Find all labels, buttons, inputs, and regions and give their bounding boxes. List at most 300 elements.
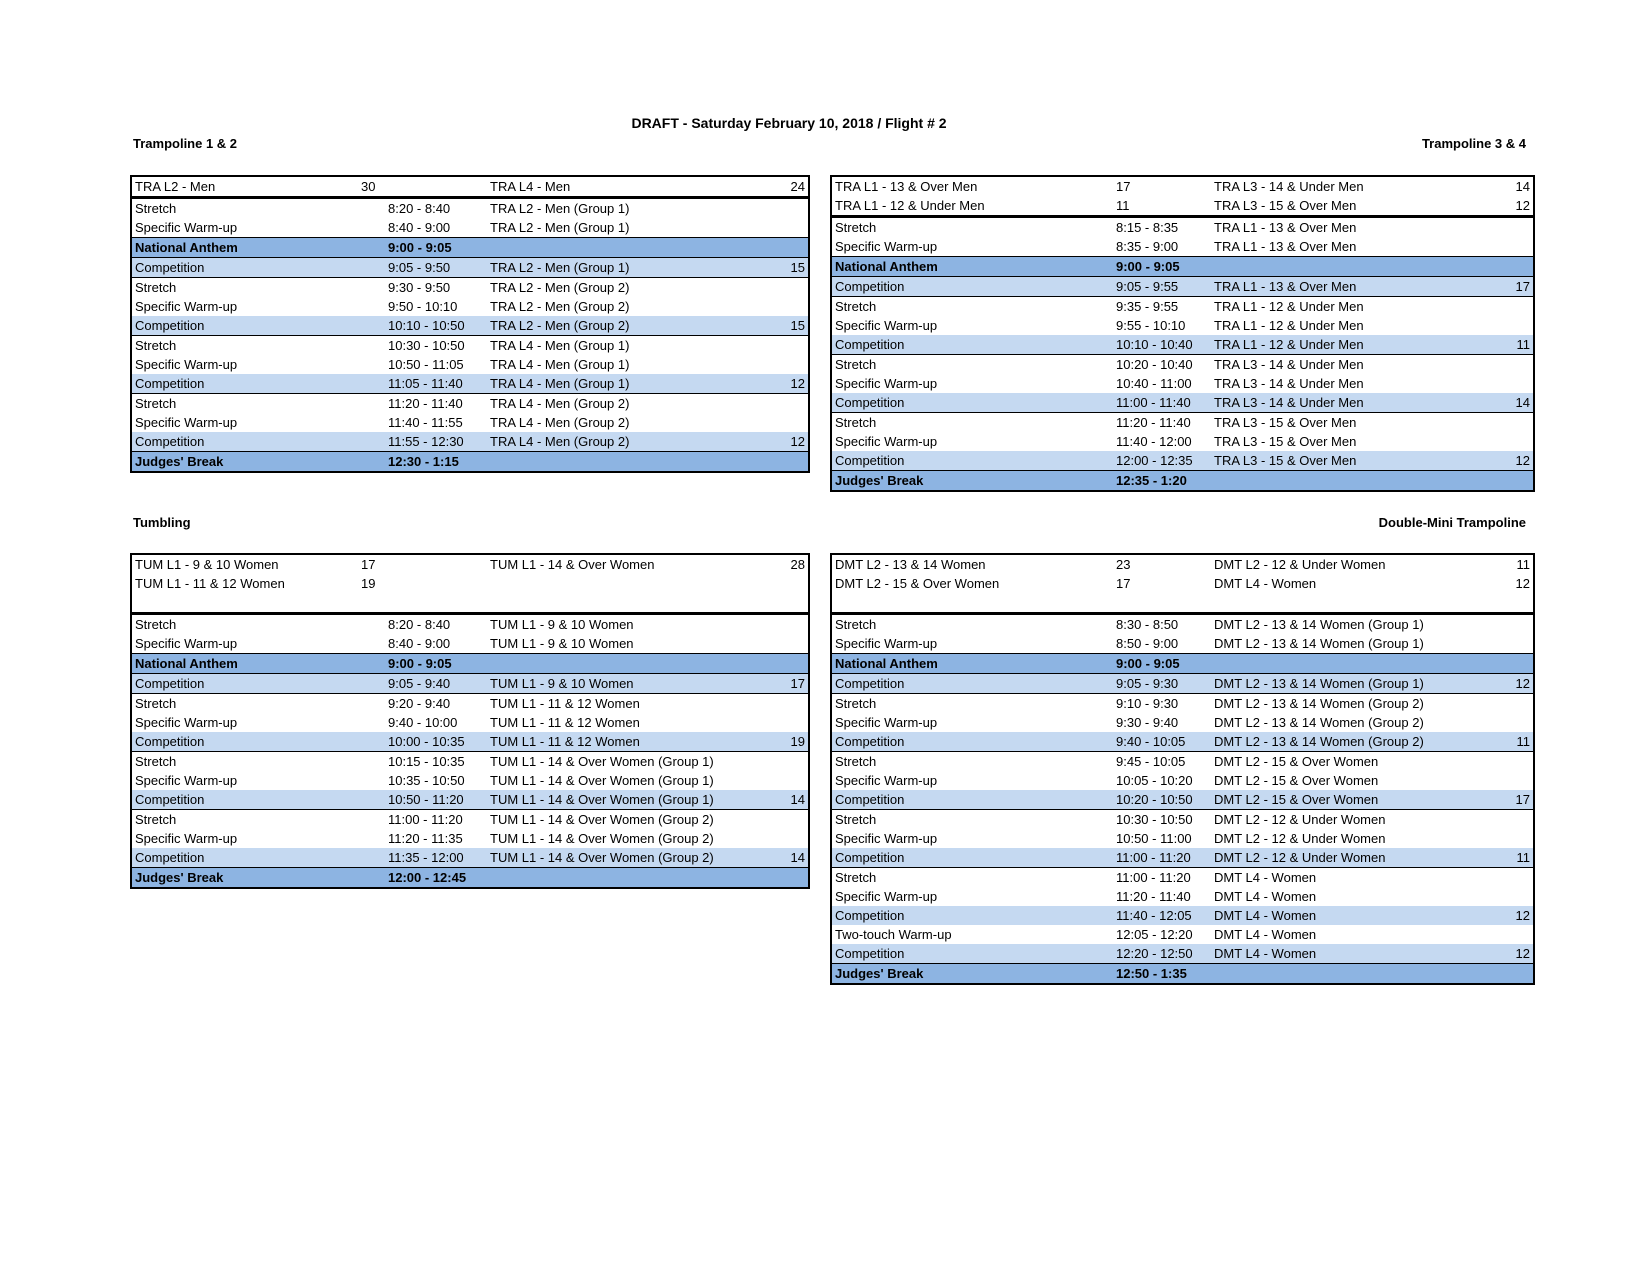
header-row: [131, 554, 809, 574]
group-cell: TRA L4 - Men (Group 2): [487, 394, 777, 414]
time-cell: 9:30 - 9:40: [1116, 715, 1179, 730]
time-cell: 11:35 - 12:00: [387, 848, 487, 868]
time-cell: 11:00 - 11:40: [1116, 393, 1211, 413]
time-cell: 12:00 - 12:35: [1116, 451, 1211, 471]
event-cell: Stretch: [131, 278, 387, 298]
count-cell: [1501, 471, 1534, 492]
header-group-cell: TRA L4 - Men: [490, 179, 571, 194]
header-row: [831, 196, 1534, 217]
table-row: [831, 614, 1534, 635]
table-row: [831, 964, 1534, 985]
schedule-table-tumbling: [130, 553, 810, 889]
group-cell: TRA L3 - 14 & Under Men: [1214, 376, 1364, 391]
table-row: [831, 217, 1534, 238]
table-row: [831, 944, 1534, 964]
table-row: [131, 198, 809, 219]
time-cell: 9:40 - 10:05: [1116, 732, 1211, 752]
time-cell: 10:10 - 10:50: [387, 316, 487, 336]
count-cell: 15: [777, 316, 809, 336]
time-cell: 9:20 - 9:40: [387, 694, 487, 714]
event-cell: Specific Warm-up: [835, 831, 938, 846]
group-cell: [487, 452, 777, 473]
header-count-cell: [1501, 593, 1534, 614]
count-cell: 11: [1501, 732, 1534, 752]
time-cell: 9:00 - 9:05: [1116, 257, 1211, 277]
group-cell: TUM L1 - 14 & Over Women (Group 1): [487, 790, 777, 810]
table-row: [831, 471, 1534, 492]
group-cell: [1211, 471, 1501, 492]
event-cell: Stretch: [831, 810, 1116, 830]
group-cell: DMT L2 - 13 & 14 Women (Group 1): [1214, 636, 1424, 651]
header-count-cell: 11: [1516, 557, 1530, 572]
table-row: [831, 848, 1534, 868]
count-cell: [1501, 925, 1534, 944]
table-row: [131, 278, 809, 298]
group-cell: TUM L1 - 14 & Over Women (Group 1): [487, 752, 777, 772]
event-cell: Specific Warm-up: [135, 831, 238, 846]
time-cell: 8:20 - 8:40: [387, 614, 487, 635]
time-cell: 12:35 - 1:20: [1116, 471, 1211, 492]
count-cell: [1501, 868, 1534, 888]
header-time-cell: 19: [361, 576, 376, 591]
group-cell: DMT L4 - Women: [1211, 906, 1501, 925]
count-cell: [1501, 810, 1534, 830]
event-cell: Competition: [131, 790, 387, 810]
header-event-cell: TUM L1 - 11 & 12 Women: [135, 576, 285, 591]
group-cell: DMT L4 - Women: [1211, 944, 1501, 964]
header-row: [831, 554, 1534, 574]
header-row: [831, 593, 1534, 614]
section-label-trampoline-3-4: Trampoline 3 & 4: [1421, 136, 1526, 151]
table-row: [131, 752, 809, 772]
event-cell: National Anthem: [131, 654, 387, 674]
event-cell: Specific Warm-up: [135, 636, 238, 651]
group-cell: TRA L3 - 14 & Under Men: [1211, 355, 1501, 375]
group-cell: [1211, 257, 1501, 277]
header-row: [131, 176, 809, 198]
count-cell: [777, 829, 809, 848]
event-cell: Competition: [131, 674, 387, 694]
event-cell: Specific Warm-up: [835, 239, 938, 254]
group-cell: DMT L2 - 12 & Under Women: [1211, 810, 1501, 830]
page-title: DRAFT - Saturday February 10, 2018 / Flight # 2: [631, 115, 947, 131]
time-cell: 9:00 - 9:05: [1116, 654, 1211, 674]
group-cell: TUM L1 - 11 & 12 Women: [487, 694, 777, 714]
group-cell: TUM L1 - 9 & 10 Women: [490, 636, 634, 651]
group-cell: TRA L4 - Men (Group 1): [487, 336, 777, 356]
time-cell: 9:50 - 10:10: [388, 299, 458, 314]
table-row: [131, 771, 809, 790]
table-row: [831, 674, 1534, 694]
group-cell: [487, 868, 777, 889]
header-group-cell: [487, 593, 777, 614]
table-row: [131, 713, 809, 732]
count-cell: 15: [777, 258, 809, 278]
header-group-cell: DMT L2 - 12 & Under Women: [1214, 557, 1386, 572]
group-cell: TRA L2 - Men (Group 1): [487, 198, 777, 219]
time-cell: 11:05 - 11:40: [387, 374, 487, 394]
group-cell: [487, 654, 777, 674]
event-cell: Competition: [131, 848, 387, 868]
count-cell: 12: [1501, 451, 1534, 471]
count-cell: [777, 278, 809, 298]
table-row: [131, 732, 809, 752]
table-row: [831, 432, 1534, 451]
count-cell: [1501, 432, 1534, 451]
header-group-cell: TRA L3 - 15 & Over Men: [1214, 198, 1357, 213]
group-cell: TRA L1 - 13 & Over Men: [1214, 239, 1357, 254]
event-cell: Two-touch Warm-up: [835, 927, 952, 942]
table-row: [131, 452, 809, 473]
table-row: [131, 316, 809, 336]
group-cell: DMT L4 - Women: [1214, 927, 1317, 942]
group-cell: TUM L1 - 14 & Over Women (Group 2): [487, 848, 777, 868]
table-row: [831, 771, 1534, 790]
table-row: [131, 297, 809, 316]
event-cell: Specific Warm-up: [835, 715, 938, 730]
header-group-cell: TUM L1 - 14 & Over Women: [490, 557, 655, 572]
time-cell: 9:05 - 9:40: [387, 674, 487, 694]
table-row: [831, 316, 1534, 335]
group-cell: [1211, 964, 1501, 985]
group-cell: DMT L2 - 13 & 14 Women (Group 2): [1211, 732, 1501, 752]
table-row: [831, 810, 1534, 830]
event-cell: Stretch: [831, 868, 1116, 888]
header-time-cell: 23: [1116, 557, 1131, 572]
table-row: [831, 829, 1534, 848]
count-cell: [777, 810, 809, 830]
header-event-cell: DMT L2 - 15 & Over Women: [835, 576, 1000, 591]
time-cell: 11:40 - 11:55: [388, 415, 463, 430]
table-row: [131, 654, 809, 674]
group-cell: TRA L1 - 13 & Over Men: [1211, 217, 1501, 238]
count-cell: [777, 694, 809, 714]
count-cell: [777, 752, 809, 772]
group-cell: DMT L2 - 13 & 14 Women (Group 1): [1211, 614, 1501, 635]
table-row: [131, 238, 809, 258]
header-event-cell: TRA L1 - 12 & Under Men: [835, 198, 985, 213]
count-cell: [777, 771, 809, 790]
time-cell: 9:10 - 9:30: [1116, 694, 1211, 714]
group-cell: DMT L2 - 12 & Under Women: [1211, 848, 1501, 868]
event-cell: Competition: [831, 393, 1116, 413]
count-cell: [777, 614, 809, 635]
count-cell: 19: [777, 732, 809, 752]
section-label-double-mini: Double-Mini Trampoline: [1378, 515, 1526, 530]
event-cell: Competition: [831, 732, 1116, 752]
event-cell: Competition: [831, 277, 1116, 297]
table-row: [131, 355, 809, 374]
event-cell: Stretch: [131, 752, 387, 772]
time-cell: 11:20 - 11:40: [1116, 889, 1191, 904]
table-row: [831, 694, 1534, 714]
group-cell: DMT L2 - 13 & 14 Women (Group 1): [1211, 674, 1501, 694]
count-cell: 14: [777, 790, 809, 810]
group-cell: TRA L3 - 15 & Over Men: [1211, 451, 1501, 471]
count-cell: [1501, 297, 1534, 317]
header-time-cell: 30: [361, 179, 376, 194]
table-row: [831, 393, 1534, 413]
time-cell: 12:20 - 12:50: [1116, 944, 1211, 964]
count-cell: [1501, 829, 1534, 848]
count-cell: [1501, 413, 1534, 433]
time-cell: 11:55 - 12:30: [387, 432, 487, 452]
group-cell: TRA L1 - 13 & Over Men: [1211, 277, 1501, 297]
time-cell: 9:00 - 9:05: [387, 654, 487, 674]
table-row: [831, 257, 1534, 277]
group-cell: TRA L1 - 12 & Under Men: [1214, 318, 1364, 333]
group-cell: TRA L2 - Men (Group 1): [490, 220, 630, 235]
time-cell: 11:20 - 11:40: [387, 394, 487, 414]
event-cell: Competition: [831, 790, 1116, 810]
table-row: [131, 829, 809, 848]
event-cell: Competition: [131, 316, 387, 336]
time-cell: 11:20 - 11:40: [1116, 413, 1211, 433]
event-cell: Stretch: [831, 694, 1116, 714]
event-cell: Competition: [831, 674, 1116, 694]
group-cell: TUM L1 - 11 & 12 Women: [490, 715, 640, 730]
count-cell: [777, 355, 809, 374]
event-cell: Specific Warm-up: [135, 773, 238, 788]
group-cell: DMT L4 - Women: [1211, 868, 1501, 888]
group-cell: [487, 238, 777, 258]
event-cell: Specific Warm-up: [135, 415, 238, 430]
event-cell: Competition: [831, 335, 1116, 355]
header-time-cell: 11: [1116, 198, 1130, 213]
time-cell: 10:35 - 10:50: [388, 773, 465, 788]
table-row: [831, 654, 1534, 674]
event-cell: Competition: [831, 944, 1116, 964]
table-row: [131, 374, 809, 394]
count-cell: [1501, 771, 1534, 790]
event-cell: Specific Warm-up: [835, 434, 938, 449]
table-row: [131, 218, 809, 238]
header-event-cell: [131, 593, 387, 614]
count-cell: [1501, 316, 1534, 335]
event-cell: Specific Warm-up: [135, 715, 238, 730]
table-row: [831, 413, 1534, 433]
table-row: [131, 790, 809, 810]
count-cell: 11: [1501, 335, 1534, 355]
time-cell: 9:40 - 10:00: [388, 715, 458, 730]
event-cell: Stretch: [131, 198, 387, 219]
table-row: [131, 694, 809, 714]
header-count-cell: 12: [1515, 198, 1530, 213]
table-row: [131, 614, 809, 635]
time-cell: 8:20 - 8:40: [387, 198, 487, 219]
count-cell: 17: [777, 674, 809, 694]
group-cell: DMT L2 - 15 & Over Women: [1211, 752, 1501, 772]
event-cell: Stretch: [131, 394, 387, 414]
event-cell: Specific Warm-up: [135, 357, 238, 372]
event-cell: Stretch: [831, 217, 1116, 238]
time-cell: 8:35 - 9:00: [1116, 239, 1179, 254]
count-cell: 14: [777, 848, 809, 868]
header-group-cell: [487, 574, 777, 593]
event-cell: Competition: [131, 258, 387, 278]
event-cell: Stretch: [831, 413, 1116, 433]
table-row: [831, 752, 1534, 772]
header-group-cell: TRA L3 - 14 & Under Men: [1214, 179, 1364, 194]
count-cell: [777, 297, 809, 316]
time-cell: 10:50 - 11:00: [1116, 831, 1192, 846]
event-cell: Specific Warm-up: [835, 773, 938, 788]
time-cell: 8:40 - 9:00: [388, 220, 451, 235]
group-cell: DMT L2 - 15 & Over Women: [1211, 790, 1501, 810]
event-cell: Stretch: [131, 336, 387, 356]
event-cell: National Anthem: [831, 654, 1116, 674]
count-cell: [777, 218, 809, 238]
time-cell: 10:50 - 11:05: [388, 357, 464, 372]
time-cell: 9:00 - 9:05: [387, 238, 487, 258]
group-cell: TRA L3 - 15 & Over Men: [1214, 434, 1357, 449]
time-cell: 10:20 - 10:40: [1116, 355, 1211, 375]
count-cell: 11: [1501, 848, 1534, 868]
schedule-table-trampoline-3-4: [830, 175, 1535, 492]
section-label-trampoline-1-2: Trampoline 1 & 2: [133, 136, 238, 151]
event-cell: Competition: [831, 848, 1116, 868]
count-cell: [1501, 713, 1534, 732]
count-cell: [777, 413, 809, 432]
header-count-cell: 28: [790, 557, 805, 572]
group-cell: TRA L3 - 15 & Over Men: [1211, 413, 1501, 433]
table-row: [131, 432, 809, 452]
section-label-tumbling: Tumbling: [133, 515, 191, 530]
group-cell: TUM L1 - 9 & 10 Women: [487, 674, 777, 694]
time-cell: 12:30 - 1:15: [387, 452, 487, 473]
time-cell: 11:00 - 11:20: [387, 810, 487, 830]
event-cell: Specific Warm-up: [135, 299, 238, 314]
time-cell: 11:40 - 12:00: [1116, 434, 1192, 449]
event-cell: Specific Warm-up: [835, 889, 938, 904]
time-cell: 10:30 - 10:50: [387, 336, 487, 356]
table-row: [831, 335, 1534, 355]
header-count-cell: 12: [1515, 576, 1530, 591]
time-cell: 8:50 - 9:00: [1116, 636, 1179, 651]
event-cell: Stretch: [831, 297, 1116, 317]
count-cell: 17: [1501, 790, 1534, 810]
time-cell: 9:55 - 10:10: [1116, 318, 1186, 333]
time-cell: 12:00 - 12:45: [387, 868, 487, 889]
table-row: [831, 451, 1534, 471]
group-cell: DMT L2 - 13 & 14 Women (Group 2): [1214, 715, 1424, 730]
time-cell: 10:20 - 10:50: [1116, 790, 1211, 810]
group-cell: TRA L2 - Men (Group 2): [487, 278, 777, 298]
time-cell: 8:30 - 8:50: [1116, 614, 1211, 635]
header-count-cell: 14: [1515, 179, 1530, 194]
header-time-cell: [361, 593, 461, 614]
event-cell: Specific Warm-up: [835, 376, 938, 391]
count-cell: [1501, 355, 1534, 375]
group-cell: TRA L4 - Men (Group 1): [490, 357, 630, 372]
table-row: [131, 394, 809, 414]
table-row: [131, 674, 809, 694]
event-cell: Stretch: [831, 355, 1116, 375]
schedule-table-double-mini: [830, 553, 1535, 985]
group-cell: TUM L1 - 14 & Over Women (Group 1): [490, 773, 714, 788]
event-cell: Judges' Break: [131, 868, 387, 889]
event-cell: Specific Warm-up: [835, 636, 938, 651]
header-row: [131, 593, 809, 614]
header-time-cell: 17: [1116, 576, 1131, 591]
count-cell: 12: [1501, 906, 1534, 925]
time-cell: 9:05 - 9:55: [1116, 277, 1211, 297]
group-cell: TRA L4 - Men (Group 1): [487, 374, 777, 394]
group-cell: TRA L2 - Men (Group 2): [487, 316, 777, 336]
header-time-cell: 17: [361, 557, 376, 572]
header-event-cell: TRA L2 - Men: [135, 179, 216, 194]
event-cell: Competition: [831, 451, 1116, 471]
count-cell: [1501, 237, 1534, 257]
group-cell: TUM L1 - 11 & 12 Women: [487, 732, 777, 752]
count-cell: [777, 654, 809, 674]
time-cell: 8:15 - 8:35: [1116, 217, 1211, 238]
event-cell: Judges' Break: [831, 471, 1116, 492]
event-cell: Stretch: [131, 614, 387, 635]
group-cell: TRA L2 - Men (Group 1): [487, 258, 777, 278]
event-cell: Specific Warm-up: [135, 220, 238, 235]
group-cell: TUM L1 - 9 & 10 Women: [487, 614, 777, 635]
header-count-cell: 24: [790, 179, 805, 194]
table-row: [131, 413, 809, 432]
table-row: [131, 868, 809, 889]
table-row: [831, 925, 1534, 944]
group-cell: TRA L3 - 14 & Under Men: [1211, 393, 1501, 413]
table-row: [831, 887, 1534, 906]
time-cell: 9:05 - 9:50: [387, 258, 487, 278]
time-cell: 10:15 - 10:35: [387, 752, 487, 772]
table-row: [131, 848, 809, 868]
time-cell: 10:10 - 10:40: [1116, 335, 1211, 355]
table-row: [131, 336, 809, 356]
group-cell: TRA L4 - Men (Group 2): [490, 415, 630, 430]
header-event-cell: TRA L1 - 13 & Over Men: [835, 179, 978, 194]
header-row: [831, 574, 1534, 593]
time-cell: 9:05 - 9:30: [1116, 674, 1211, 694]
table-row: [831, 237, 1534, 257]
group-cell: DMT L4 - Women: [1214, 889, 1317, 904]
count-cell: [777, 394, 809, 414]
count-cell: [777, 238, 809, 258]
header-event-cell: TUM L1 - 9 & 10 Women: [135, 557, 279, 572]
time-cell: 11:20 - 11:35: [388, 831, 463, 846]
group-cell: DMT L2 - 15 & Over Women: [1214, 773, 1379, 788]
event-cell: National Anthem: [831, 257, 1116, 277]
count-cell: [777, 868, 809, 889]
time-cell: 12:50 - 1:35: [1116, 964, 1211, 985]
group-cell: TRA L2 - Men (Group 2): [490, 299, 630, 314]
count-cell: [777, 713, 809, 732]
count-cell: 12: [1501, 674, 1534, 694]
table-row: [831, 868, 1534, 888]
table-row: [831, 713, 1534, 732]
time-cell: 11:40 - 12:05: [1116, 906, 1211, 925]
count-cell: [1501, 964, 1534, 985]
group-cell: DMT L2 - 13 & 14 Women (Group 2): [1211, 694, 1501, 714]
group-cell: TRA L1 - 12 & Under Men: [1211, 297, 1501, 317]
group-cell: DMT L2 - 12 & Under Women: [1214, 831, 1386, 846]
header-group-cell: DMT L4 - Women: [1214, 576, 1317, 591]
table-row: [831, 297, 1534, 317]
event-cell: Specific Warm-up: [835, 318, 938, 333]
event-cell: Competition: [131, 374, 387, 394]
event-cell: Stretch: [831, 614, 1116, 635]
group-cell: TUM L1 - 14 & Over Women (Group 2): [487, 810, 777, 830]
table-row: [131, 634, 809, 654]
count-cell: [1501, 614, 1534, 635]
table-row: [831, 355, 1534, 375]
time-cell: 10:50 - 11:20: [387, 790, 487, 810]
